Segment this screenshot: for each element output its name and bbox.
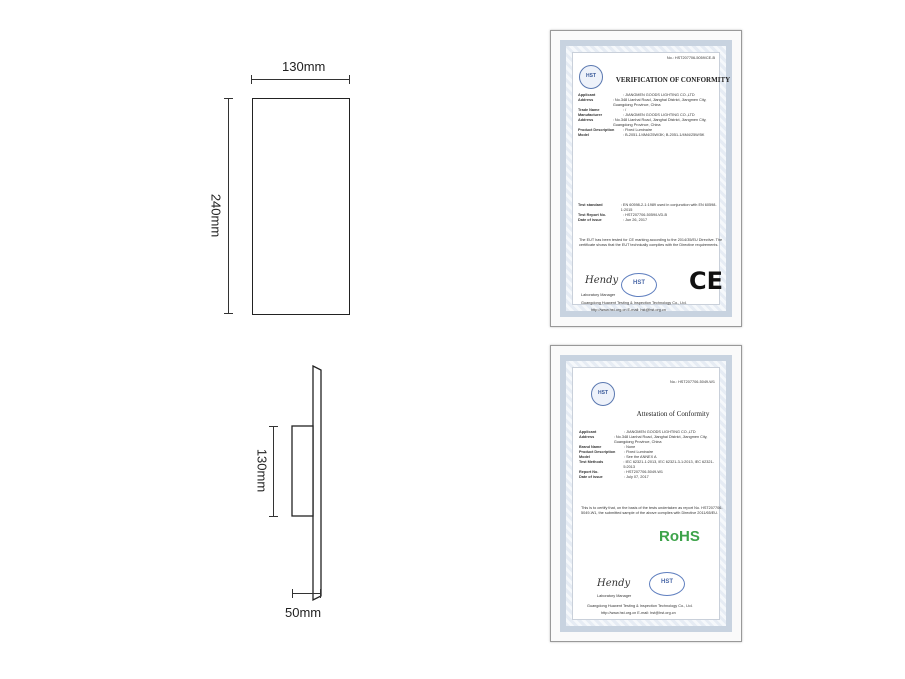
issuer-contact: http://www.hst-org.cn E-mail: hst@hst.org.cn xyxy=(591,308,666,312)
issuer-name: Guangdong Huaxent Testing & Inspection Technology Co., Ltd. xyxy=(581,301,687,305)
certificate-statement: This is to certify that, on the basis of the tests undertaken as report No. HST207706-5049-W1, the submitted sample of the above complies with Directive 2011/65/EU. xyxy=(581,506,723,515)
hst-stamp-icon: HST xyxy=(621,273,657,297)
rohs-certificate xyxy=(550,345,742,642)
certificate-number: No.: HST207706-5049-W1 xyxy=(670,380,715,384)
height-dimension-line xyxy=(228,98,229,314)
lamp-side-outline xyxy=(265,360,335,610)
lamp-front-outline xyxy=(252,98,350,315)
side-depth-label: 50mm xyxy=(285,605,322,620)
front-height-label: 240mm xyxy=(208,193,224,238)
issuer-contact: http://www.hst.org.cn E-mail: hst@hst.org.cn xyxy=(601,611,676,615)
hst-stamp-icon: HST xyxy=(649,572,685,596)
hst-logo-icon: HST xyxy=(591,382,615,406)
signer-role: Laboratory Manager xyxy=(581,293,616,297)
certificate-number: No.: HST207706-5059/CE-B xyxy=(666,56,715,60)
ce-certificate xyxy=(550,30,742,327)
ce-mark: CE xyxy=(689,267,724,295)
certificate-fields: Applicant : JIANGMEN GOODS LIGHTING CO.,LTD Address : No.348 Lianhai Road, Jianghai District, Jiangmen City, Guangdong Province, China Brand Name : None Product Description : Fixed Luminaire Model : See the ANNEX A Test Methods : IEC 62321-1:2013, IEC 62321-3-1:2013, IEC 62321-5:2013 Report No. : HST207706-5049-W1 Date of issue : July 07, 2017 xyxy=(579,430,714,479)
rohs-mark: RoHS xyxy=(659,528,700,545)
certificate-title: VERIFICATION OF CONFORMITY xyxy=(615,76,731,84)
certificate-body xyxy=(572,367,723,620)
certificate-title: Attestation of Conformity xyxy=(636,410,710,418)
depth-dimension-line xyxy=(292,593,321,594)
certificate-fields: Applicant : JIANGMEN GOODS LIGHTING CO.,LTD Address : No.348 Lianhai Road, Jianghai District, Jiangmen City, Guangdong Province, China Trade Name : / Manufacturer : JIANGMEN GOODS LIGHTING CO.,LTD Address : No.348 Lianhai Road, Jianghai District, Jiangmen City, Guangdong Province, China Product Description : Fixed Luminaire Model : B-2051-1/4M4/25W/3K; B-2051-1/4M4/25W/5K Test standard : EN 60598-2-1:1989 used in conjunction with EN 60598-1:2015 Test Report No. : HST207706-5059/LVD-B Date of issue : Jun 26, 2017 xyxy=(578,93,717,222)
side-height-label: 130mm xyxy=(254,448,270,493)
signature: Hendy xyxy=(597,578,631,589)
certificate-border xyxy=(560,355,732,632)
issuer-name: Guangdong Huaxent Testing & Inspection Technology Co., Ltd. xyxy=(587,604,693,608)
hst-logo-icon: HST xyxy=(579,65,603,89)
certificate-body xyxy=(572,52,731,312)
signature: Hendy xyxy=(585,275,619,286)
signer-role: Laboratory Manager xyxy=(597,594,632,598)
certificate-border xyxy=(560,40,732,317)
side-height-dimension-line xyxy=(273,426,274,517)
width-dimension-line xyxy=(251,79,350,80)
certificate-statement: The EUT has been tested for CE marking according to the 2014/35/EU Directive. The certificate shows that the EUT technically complies with the Directive requirements. xyxy=(579,238,723,247)
front-width-label: 130mm xyxy=(282,59,326,74)
